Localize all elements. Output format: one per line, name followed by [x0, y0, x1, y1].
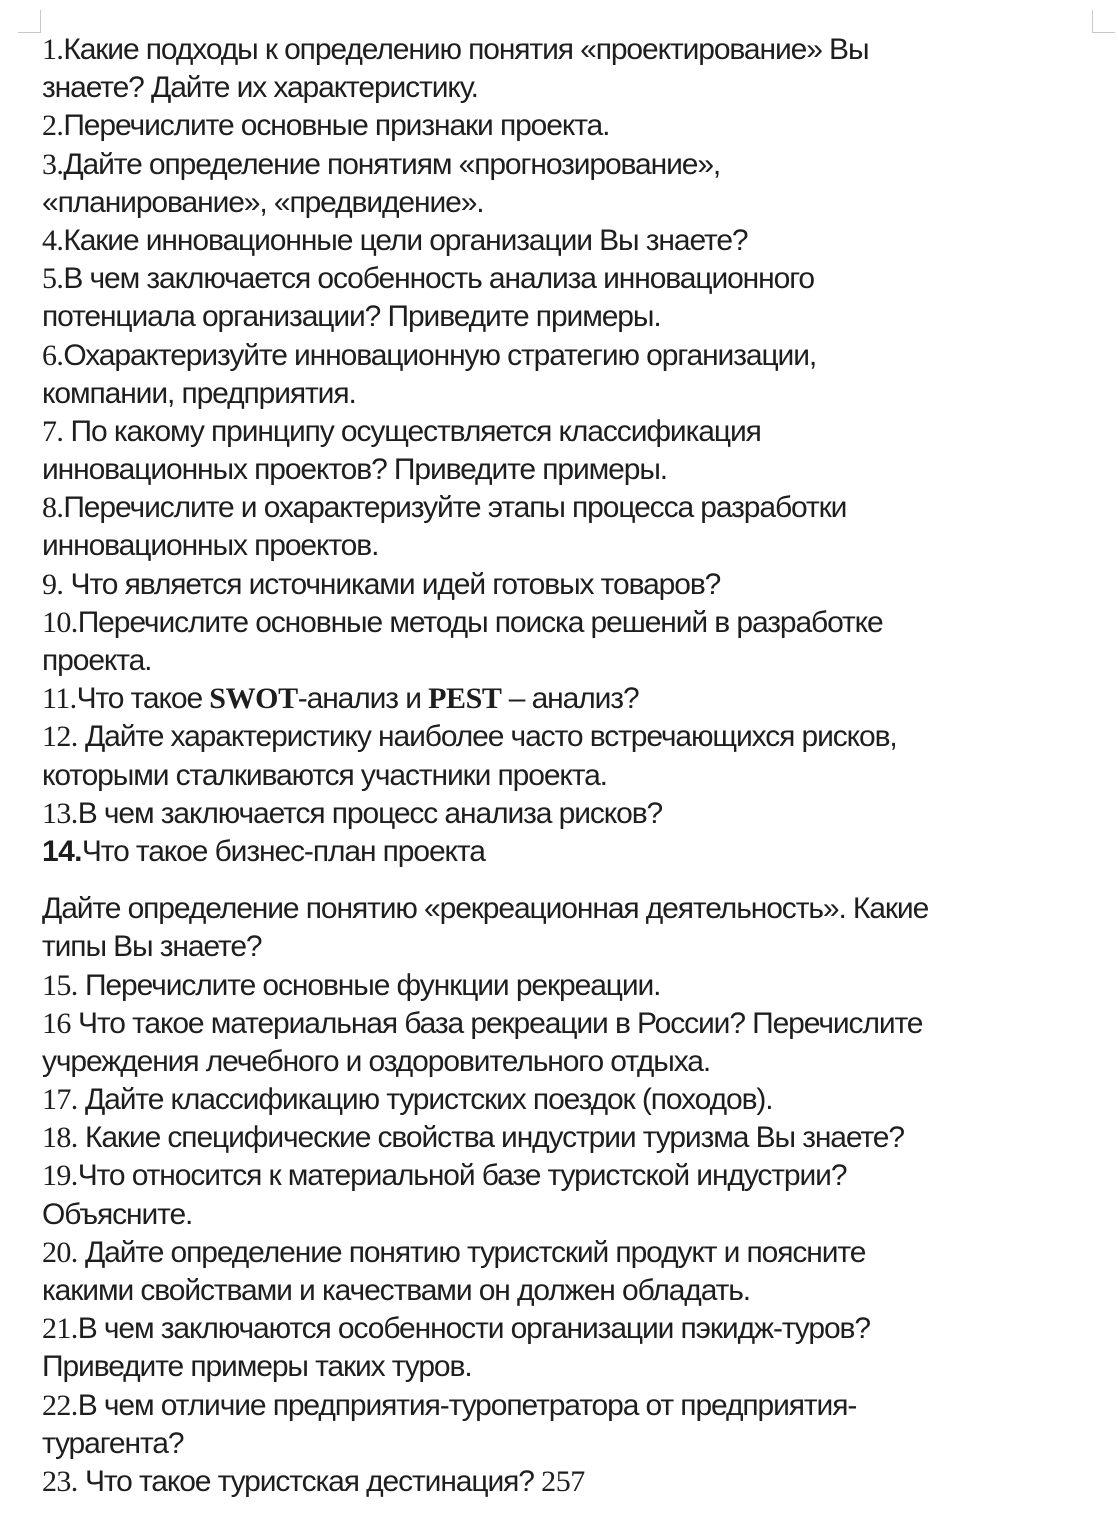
question-number: 11.	[42, 682, 77, 716]
question-8	[42, 489, 1102, 565]
question-number: 3.	[42, 147, 64, 181]
question-text: Что такое бизнес-план проекта	[81, 834, 485, 868]
question-text: Перечислите и охарактеризуйте этапы процесса разработки	[63, 491, 847, 525]
question-23	[42, 1463, 1102, 1501]
question-4	[42, 222, 1102, 260]
question-text: Дайте определение понятию туристский продукт и поясните	[77, 1235, 866, 1269]
question-22	[42, 1387, 1102, 1463]
question-19	[42, 1157, 1102, 1233]
question-text: Какие специфические свойства индустрии туризма Вы знаете?	[77, 1121, 904, 1155]
question-number: 12.	[42, 720, 78, 754]
question-text: Дайте определение понятиям «прогнозирование»,	[63, 147, 721, 181]
question-number: 20.	[42, 1235, 78, 1269]
question-text: В чем заключается особенность анализа инновационного	[63, 262, 814, 296]
question-text: компании, предприятия.	[42, 376, 356, 410]
page-corner-mark-top-right	[1092, 10, 1115, 33]
question-9	[42, 566, 1102, 604]
question-number: 21.	[42, 1312, 78, 1346]
question-12	[42, 718, 1102, 794]
question-number: 15.	[42, 968, 78, 1002]
question-2	[42, 107, 1102, 145]
question-text: Что такое	[76, 682, 210, 716]
question-text: Перечислите основные функции рекреации.	[77, 968, 661, 1002]
question-number: 22.	[42, 1388, 78, 1422]
question-number: 1.	[42, 33, 64, 66]
question-text: В чем отличие предприятия-туропетратора от предприятия-	[77, 1388, 857, 1422]
question-text: Что является источниками идей готовых товаров?	[63, 567, 721, 601]
question-text: Приведите примеры таких туров.	[42, 1350, 472, 1384]
question-number: 5.	[42, 262, 64, 296]
question-text: В чем заключаются особенности организации пэкидж-туров?	[77, 1312, 870, 1346]
question-number: 10.	[42, 605, 78, 639]
question-5	[42, 260, 1102, 336]
question-number: 8.	[42, 491, 64, 525]
question-number: 14.	[42, 834, 82, 868]
question-number: 13.	[42, 796, 78, 830]
question-text: потенциала организации? Приведите примеры.	[42, 300, 661, 334]
section-2-intro	[42, 890, 1102, 966]
question-text: В чем заключается процесс анализа рисков?	[77, 796, 663, 830]
question-text: знаете? Дайте их характеристику.	[42, 71, 478, 105]
question-3	[42, 146, 1102, 222]
question-17	[42, 1081, 1102, 1119]
question-21	[42, 1310, 1102, 1386]
question-text: Перечислите основные методы поиска решений в разработке	[77, 605, 883, 639]
question-15	[42, 967, 1102, 1005]
question-text: Какие подходы к определению понятия «проектирование» Вы	[63, 33, 869, 66]
question-text: инновационных проектов.	[42, 529, 379, 563]
question-text: «планирование», «предвидение».	[42, 185, 484, 219]
question-number: 4.	[42, 223, 64, 257]
question-16	[42, 1005, 1102, 1081]
question-18	[42, 1119, 1102, 1157]
question-13	[42, 795, 1102, 833]
question-text: -анализ и	[297, 682, 429, 716]
pest-term: PEST	[428, 682, 502, 716]
question-text: какими свойствами и качествами он должен обладать.	[42, 1274, 751, 1307]
question-number: 2.	[42, 109, 64, 143]
question-text: Что такое материальная база рекреации в России? Перечислите	[70, 1006, 923, 1040]
question-text: Дайте классификацию туристских поездок (походов).	[77, 1083, 773, 1117]
swot-term: SWOT	[209, 682, 298, 716]
question-text: Объясните.	[42, 1197, 193, 1231]
question-11	[42, 680, 1102, 718]
question-text: которыми сталкиваются участники проекта.	[42, 758, 607, 792]
question-text: инновационных проектов? Приведите примеры.	[42, 453, 668, 487]
page-corner-mark-top-left	[18, 10, 41, 33]
question-number: 6.	[42, 338, 64, 372]
question-number: 19.	[42, 1159, 78, 1193]
question-text: – анализ?	[501, 682, 639, 716]
section-gap	[42, 871, 1102, 890]
question-number: 16	[42, 1006, 71, 1040]
question-20	[42, 1234, 1102, 1310]
question-text: турагента?	[42, 1426, 184, 1460]
question-text: Перечислите основные признаки проекта.	[63, 109, 610, 143]
question-number: 23.	[42, 1464, 78, 1498]
question-text: Что относится к материальной базе туристской индустрии?	[77, 1159, 847, 1193]
question-number: 9.	[42, 567, 64, 601]
question-text: По какому принципу осуществляется классификация	[63, 414, 761, 448]
question-text: проекта.	[42, 644, 152, 677]
question-7	[42, 413, 1102, 489]
question-text: учреждения лечебного и оздоровительного отдыха.	[42, 1044, 711, 1078]
intro-text: типы Вы знаете?	[42, 930, 262, 964]
question-text: Какие инновационные цели организации Вы знаете?	[63, 223, 748, 257]
document-body	[42, 31, 1102, 1501]
question-text: Охарактеризуйте инновационную стратегию организации,	[63, 338, 817, 372]
intro-text: Дайте определение понятию «рекреационная деятельность». Какие	[42, 892, 929, 926]
question-text: Дайте характеристику наиболее часто встречающихся рисков,	[77, 720, 897, 754]
question-number: 17.	[42, 1083, 78, 1117]
question-number: 18.	[42, 1121, 78, 1155]
question-6	[42, 337, 1102, 413]
question-14	[42, 833, 1102, 871]
page-reference-number: 257	[541, 1464, 585, 1498]
question-number: 7.	[42, 414, 64, 448]
question-10	[42, 604, 1102, 680]
question-1	[42, 31, 1102, 107]
question-text: Что такое туристская дестинация?	[77, 1464, 542, 1498]
